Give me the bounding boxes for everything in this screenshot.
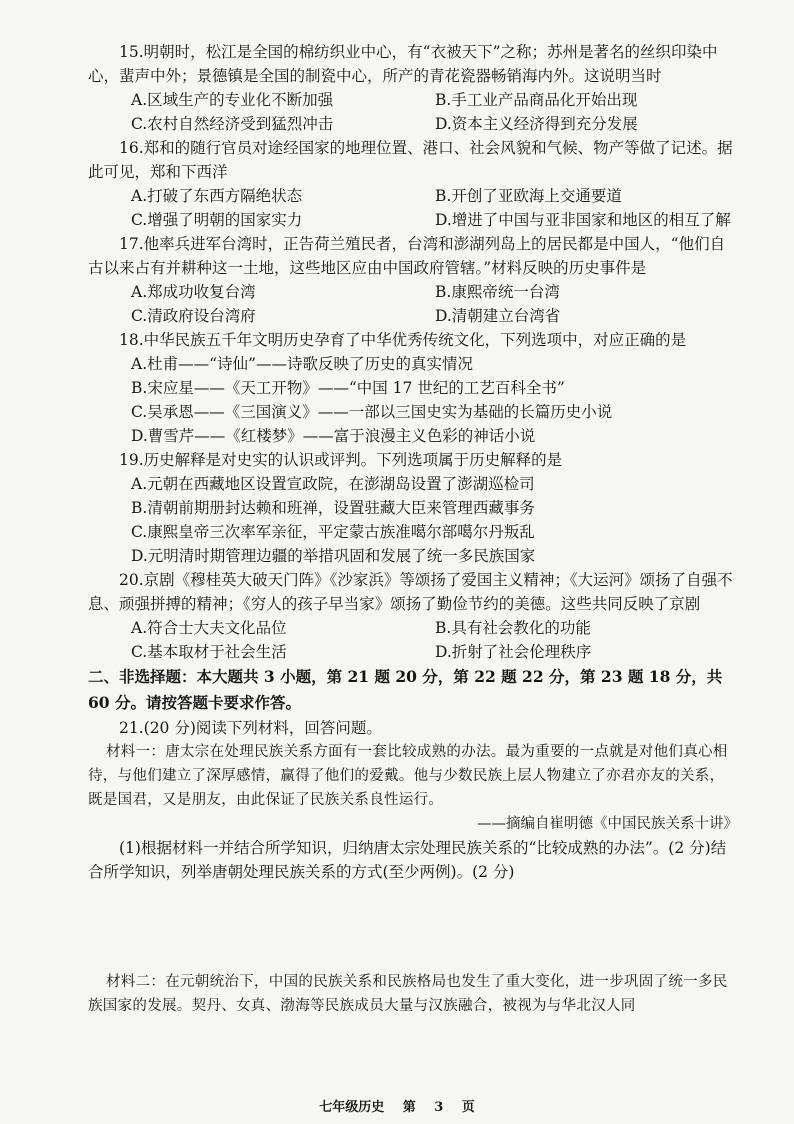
q18-option-d: D.曹雪芹——《红楼梦》——富于浪漫主义色彩的神话小说 [131,427,536,445]
q19-option-b: B.清朝前期册封达赖和班禅，设置驻藏大臣来管理西藏事务 [131,499,535,517]
q20-stem: 20.京剧《穆桂英大破天门阵》《沙家浜》等颂扬了爱国主义精神；《大运河》颂扬了自强不息、顽强拼搏的精神；《穷人的孩子早当家》颂扬了勤俭节约的美德。这些共同反映了京剧 [88,571,733,613]
q15-option-b: B.手工业产品商品化开始出现 [435,91,638,109]
q20-option-b: B.具有社会教化的功能 [435,619,591,637]
q20-options [88,616,738,664]
q19-option-c: C.康熙皇帝三次率军亲征，平定蒙古族准噶尔部噶尔丹叛乱 [131,523,535,541]
q17-option-c: C.清政府设台湾府 [131,307,256,325]
q16-option-b: B.开创了亚欧海上交通要道 [435,187,622,205]
page-footer: 七年级历史 第 3 页 [319,1100,475,1115]
section2-heading: 二、非选择题：本大题共 3 小题，第 21 题 20 分，第 22 题 22 分，第 23 题 18 分，共 60 分。请按答题卡要求作答。 [88,667,723,712]
answer-space [88,884,738,970]
q17-stem: 17.他率兵进军台湾时，正告荷兰殖民者，台湾和澎湖列岛上的居民都是中国人，“他们自古以来占有并耕种这一土地，这些地区应由中国政府管辖。”材料反映的历史事件是 [88,235,726,277]
q20-option-c: C.基本取材于社会生活 [131,643,287,661]
q16-options [88,184,738,232]
q15-option-d: D.资本主义经济得到充分发展 [435,115,638,133]
q17-option-b: B.康熙帝统一台湾 [435,283,560,301]
q19-option-a: A.元朝在西藏地区设置宣政院，在澎湖岛设置了澎湖巡检司 [131,475,535,493]
q15-option-a: A.区域生产的专业化不断加强 [131,91,334,109]
q15-options [88,88,738,136]
q21-material1-source: ——摘编自崔明德《中国民族关系十讲》 [477,816,738,832]
q18-stem: 18.中华民族五千年文明历史孕育了中华优秀传统文化，下列选项中，对应正确的是 [119,331,687,349]
q21-material1: 材料一：唐太宗在处理民族关系方面有一套比较成熟的办法。最为重要的一点就是对他们真心相待，与他们建立了深厚感情，赢得了他们的爱戴。他与少数民族上层人物建立了亦君亦友的关系，既是国君，又是朋友，由此保证了民族关系良性运行。 [88,744,728,808]
q19-stem: 19.历史解释是对史实的认识或评判。下列选项属于历史解释的是 [119,451,563,469]
q17-option-d: D.清朝建立台湾省 [435,307,561,325]
q16-option-d: D.增进了中国与亚非国家和地区的相互了解 [435,211,731,229]
q17-options [88,280,738,328]
q19-option-d: D.元明清时期管理边疆的举措巩固和发展了统一多民族国家 [131,547,536,565]
q20-option-a: A.符合士大夫文化品位 [131,619,287,637]
q21-material2: 材料二：在元朝统治下，中国的民族关系和民族格局也发生了重大变化，进一步巩固了统一多民族国家的发展。契丹、女真、渤海等民族成员大量与汉族融合，被视为与华北汉人同 [88,974,728,1014]
q18-option-a: A.杜甫——“诗仙”——诗歌反映了历史的真实情况 [131,355,473,373]
q21-subquestion-1: (1)根据材料一并结合所学知识，归纳唐太宗处理民族关系的“比较成熟的办法”。(2 分)结合所学知识，列举唐朝处理民族关系的方式(至少两例)。(2 分) [88,839,727,881]
q20-option-d: D.折射了社会伦理秩序 [435,643,592,661]
q15-option-c: C.农村自然经济受到猛烈冲击 [131,115,334,133]
q16-option-a: A.打破了东西方隔绝状态 [131,187,303,205]
page-content [88,40,738,1018]
q15-stem: 15.明朝时，松江是全国的棉纺织业中心，有“衣被天下”之称；苏州是著名的丝织印染中心，蜚声中外；景德镇是全国的制瓷中心，所产的青花瓷器畅销海内外。这说明当时 [88,43,718,85]
q18-option-b: B.宋应星——《天工开物》——“中国 17 世纪的工艺百科全书” [131,379,565,397]
q18-option-c: C.吴承恩——《三国演义》——一部以三国史实为基础的长篇历史小说 [131,403,613,421]
q21-intro: 21.(20 分)阅读下列材料，回答问题。 [119,719,382,737]
q16-stem: 16.郑和的随行官员对途经国家的地理位置、港口、社会风貌和气候、物产等做了记述。据此可见，郑和下西洋 [88,139,733,181]
q17-option-a: A.郑成功收复台湾 [131,283,256,301]
q16-option-c: C.增强了明朝的国家实力 [131,211,303,229]
